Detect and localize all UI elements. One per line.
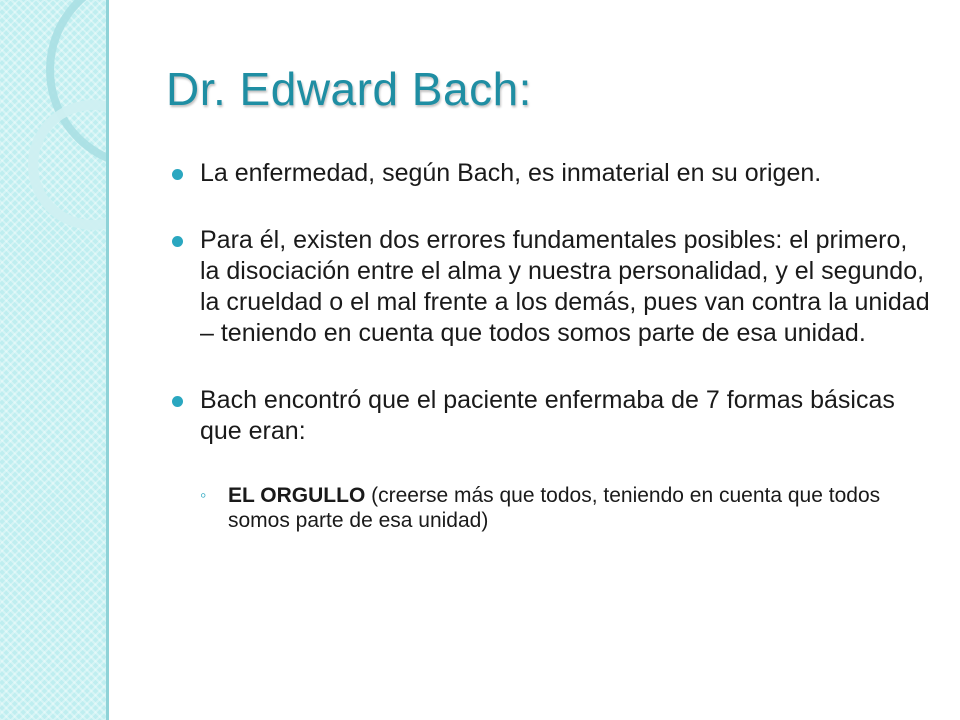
bullet-item — [170, 158, 930, 189]
bullet-item — [170, 225, 930, 349]
slide-title: Dr. Edward Bach: — [166, 63, 532, 115]
bullet-item — [170, 385, 930, 447]
bullet-text: La enfermedad, según Bach, es inmaterial en su origen. — [200, 159, 822, 187]
bullet-text: Para él, existen dos errores fundamentales posibles: el primero, la disociación entre el alma y nuestra personalidad, y el segundo, la crueldad o el mal frente a los demás, pues van contra la unidad – teniendo en cuenta que todos somos parte de esa unidad. — [200, 226, 930, 347]
bullet-dot-icon — [172, 396, 183, 407]
sub-bullet-strong-text: EL ORGULLO — [228, 484, 366, 507]
slide-body — [170, 158, 930, 554]
bullet-text: Bach encontró que el paciente enfermaba de 7 formas básicas que eran: — [200, 386, 895, 445]
bullet-dot-icon — [172, 236, 183, 247]
sub-bullet-item — [200, 483, 930, 533]
side-band-edge — [106, 0, 109, 720]
bullet-dot-icon — [172, 169, 183, 180]
ring-bullet-icon: ◦ — [200, 485, 207, 505]
sub-bullet-text: (creerse más que todos, teniendo en cuenta que todos somos parte de esa unidad) — [228, 484, 881, 532]
